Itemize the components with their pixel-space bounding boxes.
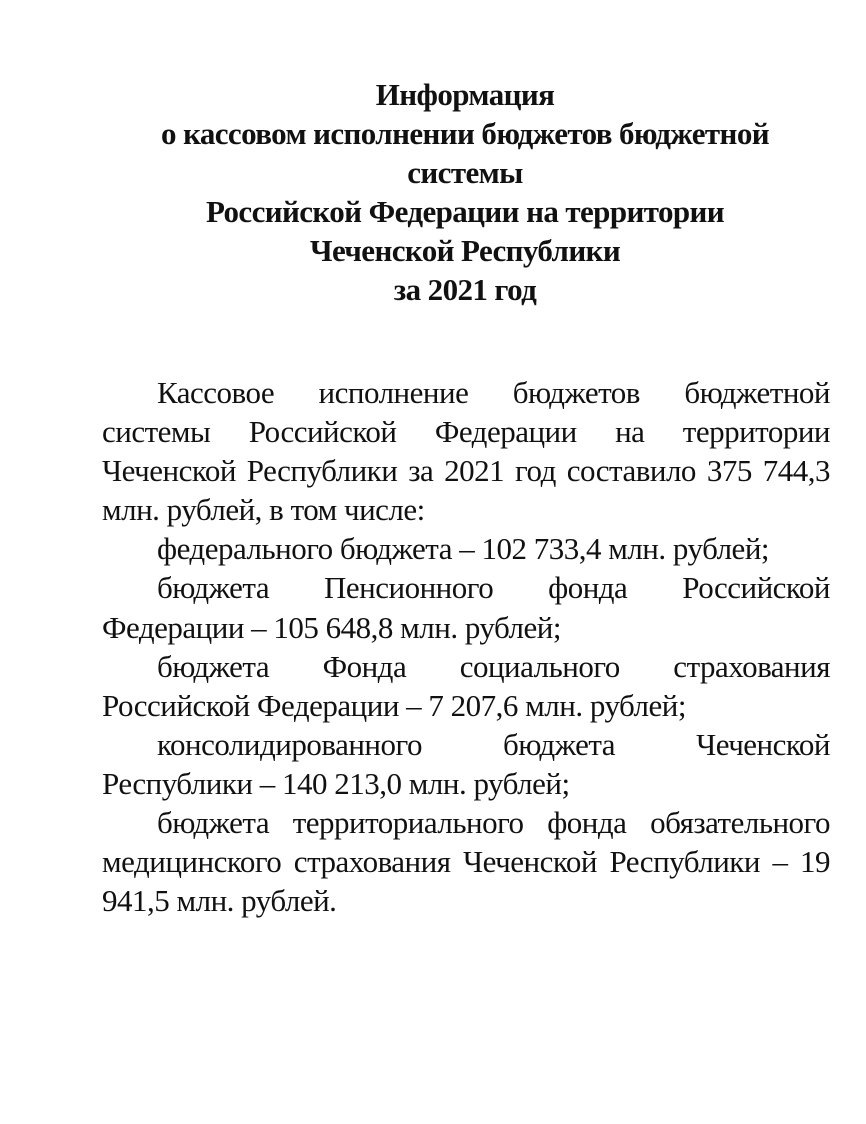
intro-paragraph: Кассовое исполнение бюджетов бюджетной системы Российской Федерации на территории Чеченской Республики за 2021 год составило 375 744,3 млн. рублей, в том числе: xyxy=(102,375,830,528)
document-title xyxy=(100,75,830,309)
title-line: Российской Федерации на территории xyxy=(205,194,725,229)
title-line: системы xyxy=(407,155,523,190)
title-line: Информация xyxy=(375,77,555,112)
pension-fund-paragraph: бюджета Пенсионного фонда Российской Федерации – 105 648,8 млн. рублей; xyxy=(102,570,830,645)
medical-insurance-fund-paragraph: бюджета территориального фонда обязательного медицинского страхования Чеченской Республики – 19 941,5 млн. рублей. xyxy=(102,805,830,919)
document-body xyxy=(102,373,830,920)
federal-budget-paragraph: федерального бюджета – 102 733,4 млн. рублей; xyxy=(157,531,770,567)
title-line: о кассовом исполнении бюджетов бюджетной xyxy=(161,116,769,151)
title-line: Чеченской Республики xyxy=(309,233,621,268)
social-insurance-fund-paragraph: бюджета Фонда социального страхования Российской Федерации – 7 207,6 млн. рублей; xyxy=(102,648,830,723)
title-line: за 2021 год xyxy=(393,272,537,307)
consolidated-budget-paragraph: консолидированного бюджета Чеченской Республики – 140 213,0 млн. рублей; xyxy=(102,726,830,801)
